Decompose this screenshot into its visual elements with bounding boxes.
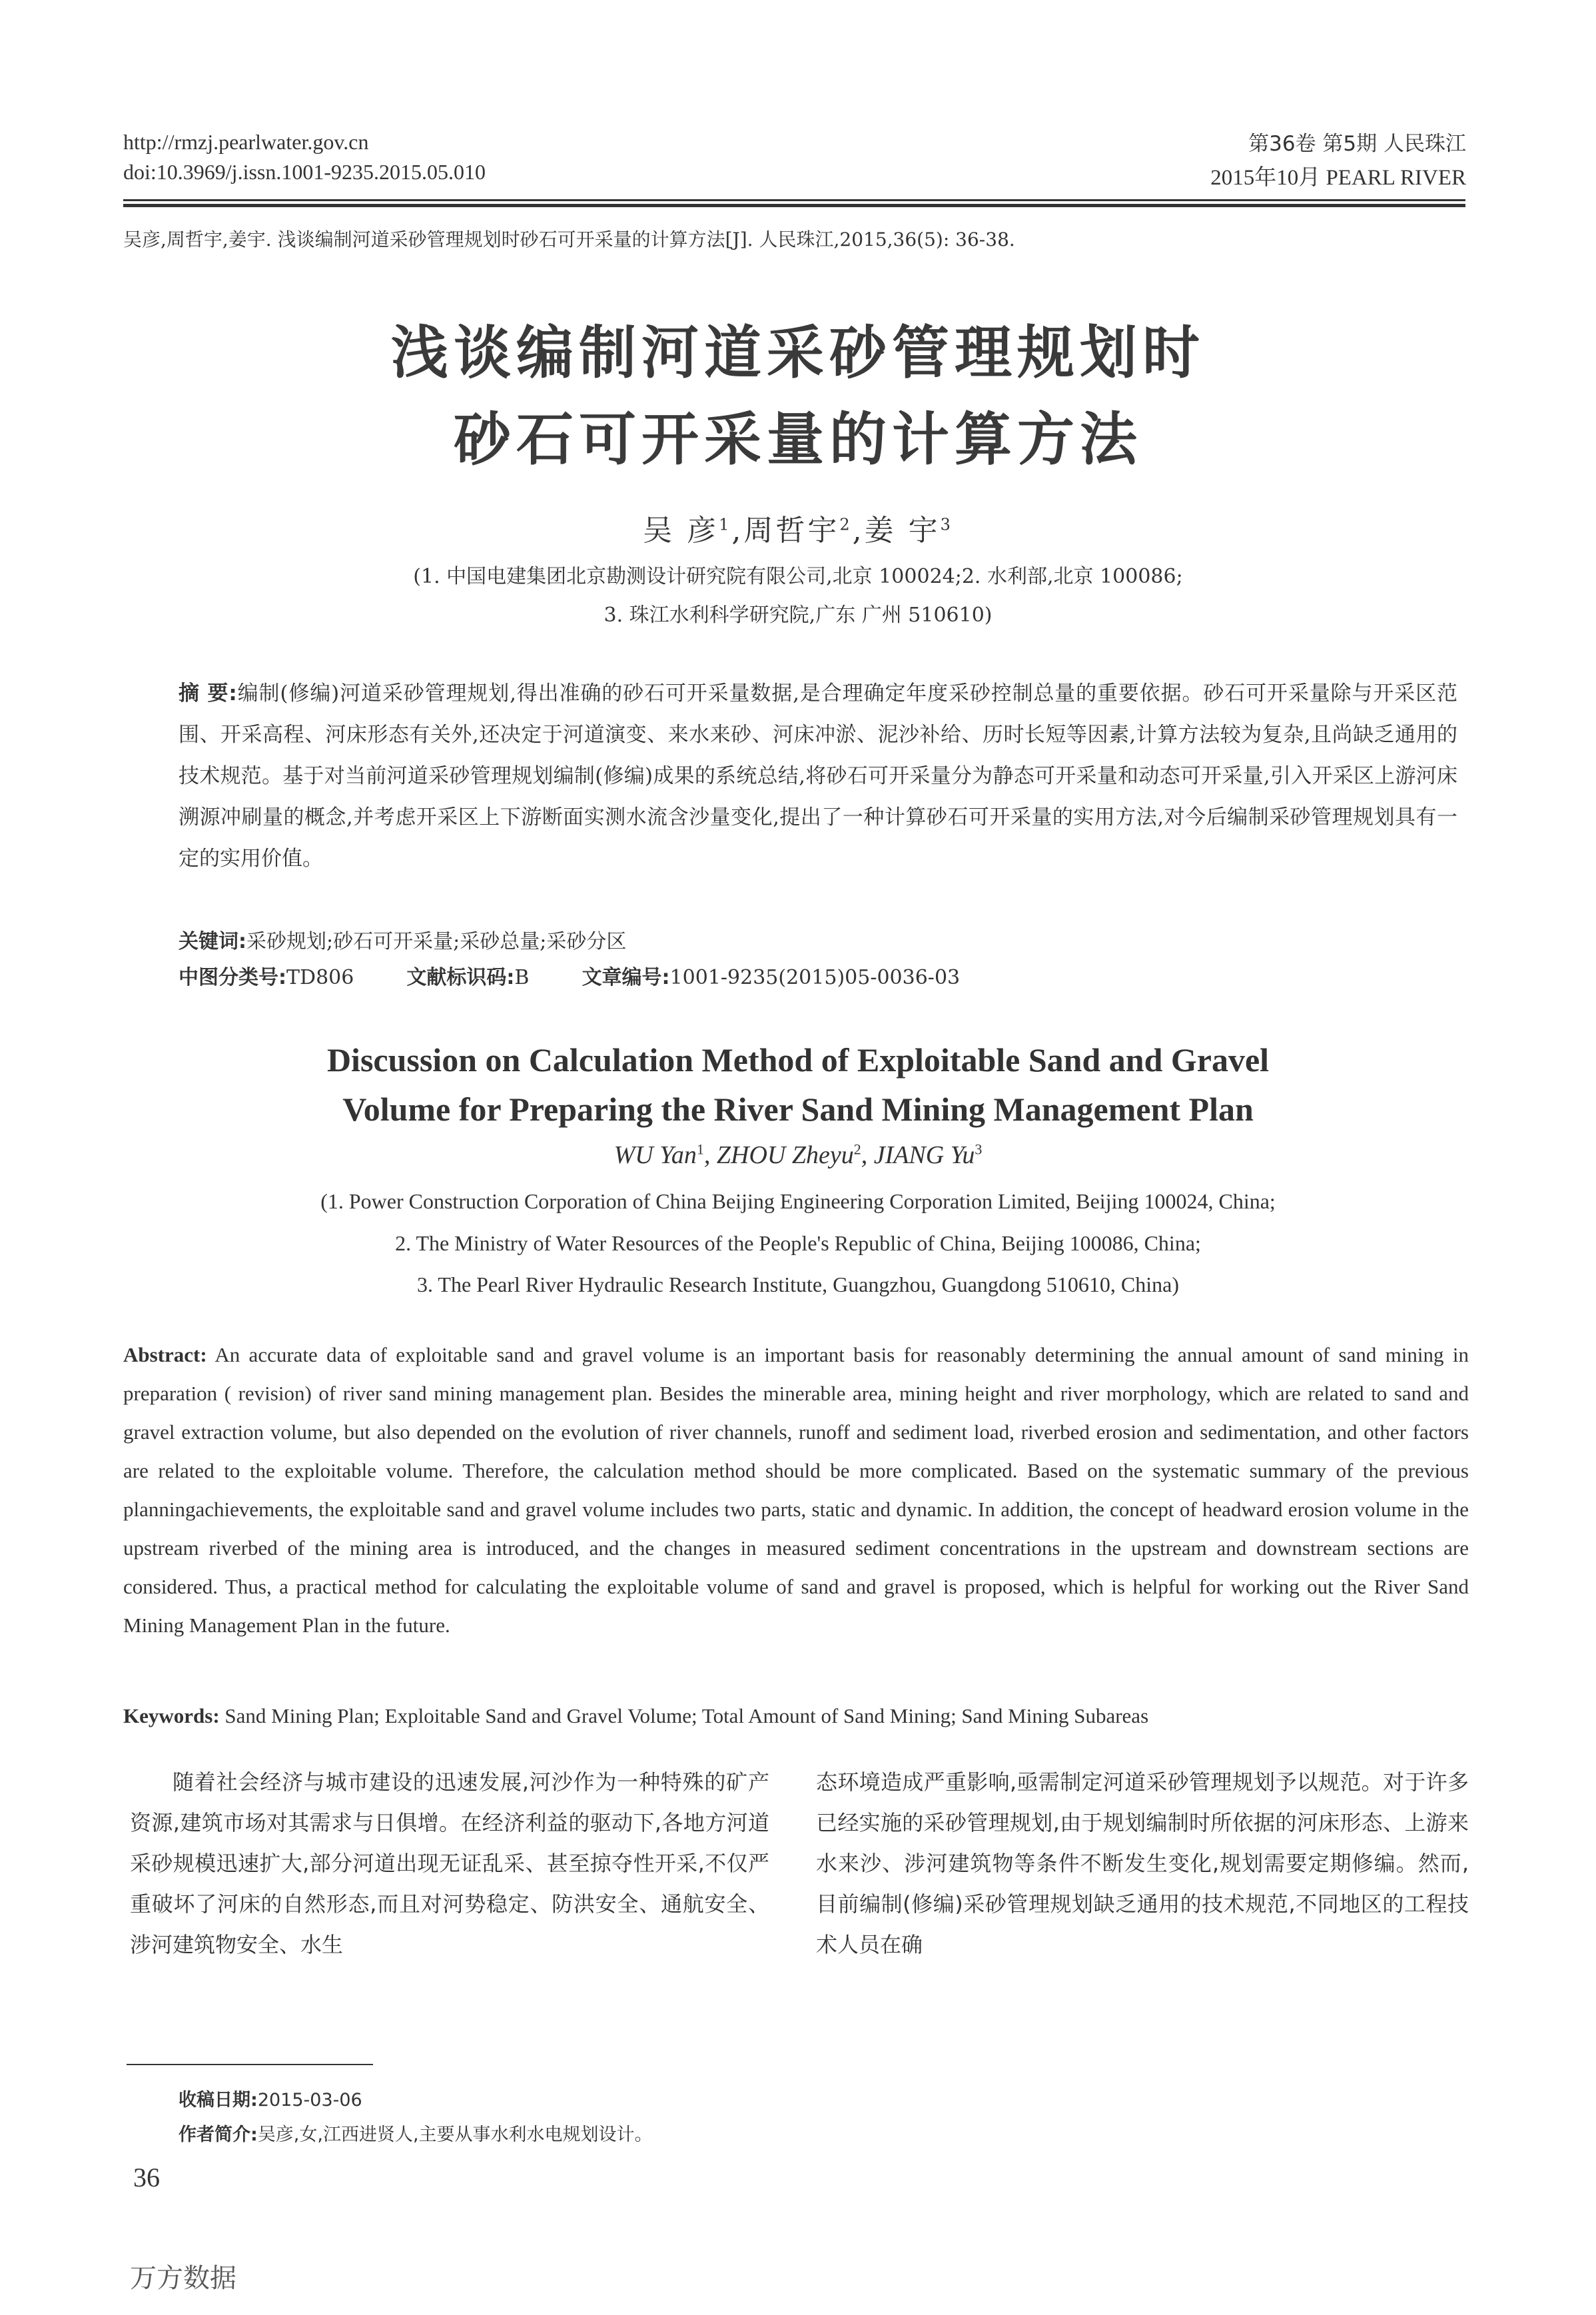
affiliation-cn-line2: 3. 珠江水利科学研究院,广东 广州 510610) <box>603 604 993 627</box>
page-number: 36 <box>133 2162 160 2192</box>
affiliation-en-line2: 2. The Ministry of Water Resources of the People's Republic of China, Beijing 100086, China; <box>395 1231 1201 1255</box>
volume-issue: 第36卷 第5期 人民珠江 <box>1248 132 1466 156</box>
date-journal: 2015年10月 PEARL RIVER <box>1210 166 1466 190</box>
keywords-en-text: Sand Mining Plan; Exploitable Sand and Gravel Volume; Total Amount of Sand Mining; Sand Mining Subareas <box>224 1704 1149 1727</box>
title-en-line2: Volume for Preparing the River Sand Mining Management Plan <box>342 1091 1254 1128</box>
abstract-en <box>123 1336 1469 1645</box>
header-rule-thin <box>123 199 1465 201</box>
keywords-cn-label: 关键词: <box>179 930 246 953</box>
received-label: 收稿日期: <box>179 2090 258 2110</box>
clc-value: TD806 <box>286 966 354 989</box>
abstract-cn-label: 摘 要: <box>179 682 237 705</box>
watermark: 万方数据 <box>130 2263 236 2294</box>
authors-en: WU Yan$^1$, ZHOU Zheyu$^2$, JIANG Yu$^3$ <box>613 1141 983 1169</box>
citation-line: 吴彦,周哲宇,姜宇. 浅谈编制河道采砂管理规划时砂石可开采量的计算方法[J]. 人民珠江,2015,36(5): 36-38. <box>123 229 1015 250</box>
keywords-en <box>123 1704 1148 1728</box>
affiliation-en-line1: (1. Power Construction Corporation of China Beijing Engineering Corporation Limited, Beijing 100024, China; <box>320 1189 1276 1213</box>
author-name: 姜 宇 <box>864 514 941 548</box>
keywords-cn <box>179 925 626 954</box>
abstract-cn-text: 编制(修编)河道采砂管理规划,得出准确的砂石可开采量数据,是合理确定年度采砂控制总量的重要依据。砂石可开采量除与开采区范围、开采高程、河床形态有关外,还决定于河道演变、来水来砂、河床冲淤、泥沙补给、历时长短等因素,计算方法较为复杂,且尚缺乏通用的技术规范。基于对当前河道采砂管理规划编制(修编)成果的系统总结,将砂石可开采量分为静态可开采量和动态可开采量,引入开采区上游河床溯源冲刷量的概念,并考虑开采区上下游断面实测水流含沙量变化,提出了一种计算砂石可开采量的实用方法,对今后编制采砂管理规划具有一定的实用价值。 <box>179 682 1457 871</box>
authors-cn: 吴 彦$^1$,周哲宇$^2$,姜 宇$^3$ <box>643 514 953 548</box>
author-name: 吴 彦 <box>643 514 719 548</box>
author-en-name: WU Yan <box>613 1141 697 1169</box>
author-en-sup: 1 <box>696 1141 704 1158</box>
author-en-sup: 2 <box>853 1141 861 1158</box>
bio-label: 作者简介: <box>179 2124 258 2145</box>
affiliation-cn-line1: (1. 中国电建集团北京勘测设计研究院有限公司,北京 100024;2. 水利部,北京 100086; <box>413 565 1183 588</box>
received-value: 2015-03-06 <box>257 2090 362 2110</box>
body-right-column: 态环境造成严重影响,亟需制定河道采砂管理规划予以规范。对于许多已经实施的采砂管理规划,由于规划编制时所依据的河床形态、上游来水来沙、涉河建筑物等条件不断发生变化,规划需要定期修编。然而,目前编制(修编)采砂管理规划缺乏通用的技术规范,不同地区的工程技术人员在确 <box>816 1769 1469 1957</box>
clc-label: 中图分类号: <box>179 966 286 989</box>
journal-url[interactable]: http://rmzj.pearlwater.gov.cn <box>123 130 369 154</box>
affiliation-en-line3: 3. The Pearl River Hydraulic Research Institute, Guangzhou, Guangdong 510610, China) <box>416 1272 1180 1296</box>
title-cn-line1: 浅谈编制河道采砂管理规划时 <box>391 320 1205 386</box>
footnote-rule <box>127 2064 373 2065</box>
abstract-en-text: An accurate data of exploitable sand and gravel volume is an important basis for reasonably determining the annual amount of sand mining in preparation ( revision) of river sand mining management plan. Besides the minerable area, mining height and river morphology, which are related to sand and gravel extraction volume, but also depended on the evolution of river channels, runoff and sediment load, riverbed erosion and sedimentation, and other factors are related to the exploitable volume. Therefore, the calculation method should be more complicated. Based on the systematic summary of the previous planningachievements, the exploitable sand and gravel volume includes two parts, static and dynamic. In addition, the concept of headward erosion volume in the upstream riverbed of the mining area is introduced, and the changes in measured sediment concentrations in the upstream and downstream sections are considered. Thus, a practical method for calculating the exploitable volume of sand and gravel is proposed, which is helpful for working out the River Sand Mining Management Plan in the future. <box>123 1343 1469 1637</box>
keywords-en-label: Keywords: <box>123 1704 220 1727</box>
doc-code-value: B <box>514 966 530 989</box>
abstract-en-label: Abstract: <box>123 1343 207 1366</box>
received-date <box>179 2085 362 2111</box>
author-en-sup: 3 <box>975 1141 983 1158</box>
title-cn-line2: 砂石可开采量的计算方法 <box>454 406 1142 473</box>
bio-value: 吴彦,女,江西进贤人,主要从事水利水电规划设计。 <box>257 2124 653 2145</box>
header-rule-thick <box>123 204 1465 207</box>
doc-code-label: 文献标识码: <box>406 966 515 989</box>
article-no-label: 文章编号: <box>582 966 670 989</box>
author-en-name: JIANG Yu <box>873 1141 975 1169</box>
author-name: 周哲宇 <box>743 514 840 548</box>
abstract-cn <box>179 673 1457 879</box>
title-en-line1: Discussion on Calculation Method of Exploitable Sand and Gravel <box>326 1041 1270 1079</box>
classification-line <box>179 961 960 990</box>
author-sup: 1 <box>719 515 732 534</box>
author-bio <box>179 2120 653 2146</box>
author-sup: 3 <box>940 515 953 534</box>
author-en-name: ZHOU Zheyu <box>716 1141 854 1169</box>
body-left-column: 随着社会经济与城市建设的迅速发展,河沙作为一种特殊的矿产资源,建筑市场对其需求与日俱增。在经济利益的驱动下,各地方河道采砂规模迅速扩大,部分河道出现无证乱采、甚至掠夺性开采,不仅严重破坏了河床的自然形态,而且对河势稳定、防洪安全、通航安全、涉河建筑物安全、水生 <box>130 1769 769 1957</box>
article-no-value: 1001-9235(2015)05-0036-03 <box>669 966 961 989</box>
author-sup: 2 <box>839 515 853 534</box>
keywords-cn-text: 采砂规划;砂石可开采量;采砂总量;采砂分区 <box>246 930 627 953</box>
doi[interactable]: doi:10.3969/j.issn.1001-9235.2015.05.010 <box>123 160 486 184</box>
